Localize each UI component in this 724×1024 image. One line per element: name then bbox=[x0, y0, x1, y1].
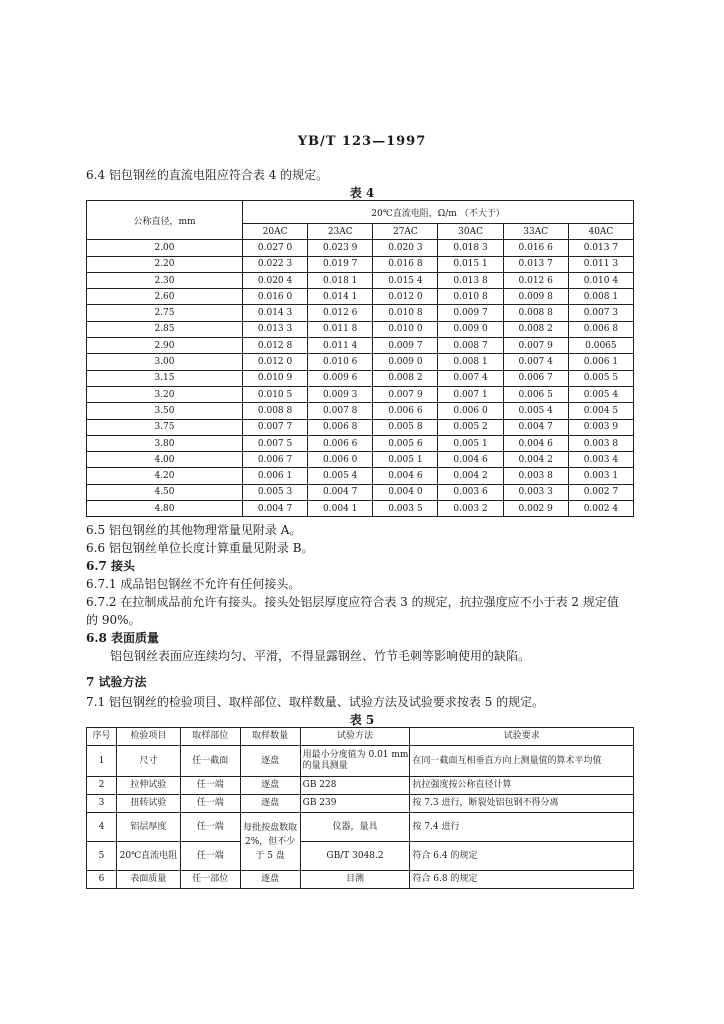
t5-cell: 逐盘 bbox=[240, 871, 300, 889]
resistance-cell: 0.006 0 bbox=[308, 452, 373, 468]
resistance-cell: 0.004 0 bbox=[373, 484, 438, 500]
page-header: YB/T 123—1997 bbox=[297, 134, 427, 149]
t5-cell: 逐盘 bbox=[240, 746, 300, 777]
resistance-cell: 0.018 3 bbox=[438, 240, 503, 256]
resistance-cell: 0.009 0 bbox=[373, 354, 438, 370]
col-diameter-header: 公称直径，mm bbox=[87, 201, 243, 240]
resistance-cell: 0.010 5 bbox=[243, 386, 308, 402]
resistance-cell: 0.009 3 bbox=[308, 386, 373, 402]
resistance-cell: 0.003 8 bbox=[503, 468, 568, 484]
resistance-cell: 0.027 0 bbox=[243, 240, 308, 256]
resistance-cell: 0.004 2 bbox=[503, 452, 568, 468]
t5-cell: 拉伸试验 bbox=[116, 777, 180, 795]
table-row bbox=[87, 354, 634, 370]
resistance-cell: 0.012 6 bbox=[503, 272, 568, 288]
col-header-40ac: 40AC bbox=[568, 224, 633, 240]
resistance-cell: 0.013 8 bbox=[438, 272, 503, 288]
resistance-cell: 0.010 4 bbox=[568, 272, 633, 288]
diameter-cell: 3.20 bbox=[87, 386, 243, 402]
clause-6-5: 6.5 铝包钢丝的其他物理常量见附录 A。 bbox=[86, 523, 302, 537]
resistance-cell: 0.004 1 bbox=[308, 501, 373, 517]
resistance-cell: 0.004 6 bbox=[503, 435, 568, 451]
section-7: 7 试验方法 bbox=[86, 675, 147, 689]
resistance-cell: 0.009 8 bbox=[503, 289, 568, 305]
resistance-cell: 0.008 8 bbox=[503, 305, 568, 321]
t5-header-no: 序号 bbox=[87, 728, 117, 746]
diameter-cell: 2.00 bbox=[87, 240, 243, 256]
clause-7-1: 7.1 铝包钢丝的检验项目、取样部位、取样数量、试验方法及试验要求按表 5 的规定。 bbox=[86, 695, 545, 709]
resistance-cell: 0.006 1 bbox=[243, 468, 308, 484]
resistance-cell: 0.005 4 bbox=[568, 386, 633, 402]
resistance-table bbox=[86, 200, 634, 517]
diameter-cell: 3.00 bbox=[87, 354, 243, 370]
table-row bbox=[87, 289, 634, 305]
resistance-cell: 0.014 1 bbox=[308, 289, 373, 305]
t5-cell: GB/T 3048.2 bbox=[300, 842, 410, 871]
resistance-cell: 0.002 7 bbox=[568, 484, 633, 500]
resistance-cell: 0.009 7 bbox=[373, 338, 438, 354]
resistance-cell: 0.006 6 bbox=[308, 435, 373, 451]
table-row bbox=[87, 484, 634, 500]
resistance-cell: 0.002 4 bbox=[568, 501, 633, 517]
resistance-cell: 0.008 7 bbox=[438, 338, 503, 354]
resistance-cell: 0.006 7 bbox=[503, 370, 568, 386]
resistance-cell: 0.008 1 bbox=[568, 289, 633, 305]
diameter-cell: 3.75 bbox=[87, 419, 243, 435]
t5-cell: GB 239 bbox=[300, 795, 410, 813]
resistance-cell: 0.020 3 bbox=[373, 240, 438, 256]
t5-cell: 表面质量 bbox=[116, 871, 180, 889]
resistance-cell: 0.005 2 bbox=[438, 419, 503, 435]
t5-header-item: 检验项目 bbox=[116, 728, 180, 746]
t5-cell: 任一截面 bbox=[180, 746, 240, 777]
table-row bbox=[87, 403, 634, 419]
clause-6-7-2: 6.7.2 在拉制成品前允许有接头。接头处铝层厚度应符合表 3 的规定，抗拉强度应不小于表 2 规定值 bbox=[86, 595, 619, 609]
t5-cell: 扭转试验 bbox=[116, 795, 180, 813]
resistance-cell: 0.007 7 bbox=[243, 419, 308, 435]
resistance-cell: 0.004 6 bbox=[373, 468, 438, 484]
resistance-cell: 0.007 9 bbox=[503, 338, 568, 354]
resistance-cell: 0.003 8 bbox=[568, 435, 633, 451]
col-header-20ac: 20AC bbox=[243, 224, 308, 240]
t5-cell: 仪器，量具 bbox=[300, 813, 410, 842]
t5-cell-qty-merged: 每批按盘数取 2%，但不少于 5 盘 bbox=[240, 813, 300, 871]
resistance-cell: 0.003 6 bbox=[438, 484, 503, 500]
table-row bbox=[87, 305, 634, 321]
t5-cell: 任一端 bbox=[180, 795, 240, 813]
col-header-33ac: 33AC bbox=[503, 224, 568, 240]
diameter-cell: 2.30 bbox=[87, 272, 243, 288]
t5-cell: 目测 bbox=[300, 871, 410, 889]
t5-cell: 5 bbox=[87, 842, 117, 871]
t5-cell: 按 7.3 进行，断裂处铝包钢不得分离 bbox=[410, 795, 634, 813]
diameter-cell: 2.90 bbox=[87, 338, 243, 354]
resistance-cell: 0.006 1 bbox=[568, 354, 633, 370]
resistance-cell: 0.005 1 bbox=[373, 452, 438, 468]
clause-6-7-1: 6.7.1 成品铝包钢丝不允许有任何接头。 bbox=[86, 577, 301, 591]
resistance-cell: 0.008 8 bbox=[243, 403, 308, 419]
table-row bbox=[87, 501, 634, 517]
resistance-cell: 0.005 1 bbox=[438, 435, 503, 451]
resistance-cell: 0.003 5 bbox=[373, 501, 438, 517]
resistance-cell: 0.007 9 bbox=[373, 386, 438, 402]
table-row bbox=[87, 338, 634, 354]
resistance-cell: 0.002 9 bbox=[503, 501, 568, 517]
table-row bbox=[87, 468, 634, 484]
table-row bbox=[87, 795, 634, 813]
resistance-cell: 0.012 8 bbox=[243, 338, 308, 354]
resistance-cell: 0.009 6 bbox=[308, 370, 373, 386]
table-row bbox=[87, 419, 634, 435]
resistance-cell: 0.016 6 bbox=[503, 240, 568, 256]
t5-cell: 用最小分度值为 0.01 mm 的量具测量 bbox=[300, 746, 410, 777]
resistance-cell: 0.008 1 bbox=[438, 354, 503, 370]
resistance-cell: 0.006 6 bbox=[373, 403, 438, 419]
resistance-cell: 0.016 0 bbox=[243, 289, 308, 305]
diameter-cell: 3.80 bbox=[87, 435, 243, 451]
resistance-cell: 0.006 7 bbox=[243, 452, 308, 468]
resistance-cell: 0.011 4 bbox=[308, 338, 373, 354]
table-row bbox=[87, 452, 634, 468]
resistance-cell: 0.008 2 bbox=[503, 321, 568, 337]
resistance-cell: 0.007 5 bbox=[243, 435, 308, 451]
t5-header-qty: 取样数量 bbox=[240, 728, 300, 746]
t5-cell: 6 bbox=[87, 871, 117, 889]
table5-caption: 表 5 bbox=[349, 713, 375, 727]
resistance-cell: 0.005 3 bbox=[243, 484, 308, 500]
resistance-cell: 0.013 7 bbox=[568, 240, 633, 256]
t5-cell: 符合 6.8 的规定 bbox=[410, 871, 634, 889]
resistance-cell: 0.005 8 bbox=[373, 419, 438, 435]
resistance-cell: 0.009 7 bbox=[438, 305, 503, 321]
resistance-cell: 0.004 6 bbox=[438, 452, 503, 468]
table-row bbox=[87, 777, 634, 795]
resistance-cell: 0.003 1 bbox=[568, 468, 633, 484]
t5-cell: 任一部位 bbox=[180, 871, 240, 889]
t5-cell: 任一端 bbox=[180, 842, 240, 871]
t5-cell: 铝层厚度 bbox=[116, 813, 180, 842]
resistance-cell: 0.006 8 bbox=[568, 321, 633, 337]
resistance-cell: 0.019 7 bbox=[308, 256, 373, 272]
resistance-cell: 0.010 6 bbox=[308, 354, 373, 370]
resistance-cell: 0.004 7 bbox=[503, 419, 568, 435]
col-header-30ac: 30AC bbox=[438, 224, 503, 240]
resistance-cell: 0.007 4 bbox=[438, 370, 503, 386]
t5-cell: 3 bbox=[87, 795, 117, 813]
diameter-cell: 2.85 bbox=[87, 321, 243, 337]
table-row bbox=[87, 272, 634, 288]
resistance-cell: 0.012 0 bbox=[373, 289, 438, 305]
t5-cell: 4 bbox=[87, 813, 117, 842]
diameter-cell: 4.80 bbox=[87, 501, 243, 517]
table-row bbox=[87, 813, 634, 842]
t5-header-method: 试验方法 bbox=[300, 728, 410, 746]
diameter-cell: 3.15 bbox=[87, 370, 243, 386]
resistance-cell: 0.003 3 bbox=[503, 484, 568, 500]
resistance-cell: 0.016 8 bbox=[373, 256, 438, 272]
resistance-cell: 0.005 5 bbox=[568, 370, 633, 386]
resistance-cell: 0.006 0 bbox=[438, 403, 503, 419]
resistance-cell: 0.007 3 bbox=[568, 305, 633, 321]
resistance-cell: 0.004 7 bbox=[243, 501, 308, 517]
resistance-cell: 0.014 3 bbox=[243, 305, 308, 321]
resistance-cell: 0.023 9 bbox=[308, 240, 373, 256]
test-method-table bbox=[86, 727, 634, 889]
resistance-cell: 0.010 8 bbox=[438, 289, 503, 305]
resistance-cell: 0.011 3 bbox=[568, 256, 633, 272]
clause-6-8-body: 铝包钢丝表面应连续均匀、平滑，不得显露钢丝、竹节毛刺等影响使用的缺陷。 bbox=[110, 649, 531, 663]
resistance-cell: 0.010 9 bbox=[243, 370, 308, 386]
resistance-cell: 0.010 8 bbox=[373, 305, 438, 321]
resistance-cell: 0.008 2 bbox=[373, 370, 438, 386]
t5-cell: 任一端 bbox=[180, 777, 240, 795]
resistance-cell: 0.013 3 bbox=[243, 321, 308, 337]
clause-6-7: 6.7 接头 bbox=[86, 559, 136, 573]
table-row bbox=[87, 842, 634, 871]
col-header-27ac: 27AC bbox=[373, 224, 438, 240]
table-row bbox=[87, 370, 634, 386]
t5-cell: 逐盘 bbox=[240, 795, 300, 813]
table-row bbox=[87, 240, 634, 256]
diameter-cell: 2.75 bbox=[87, 305, 243, 321]
t5-cell: 任一端 bbox=[180, 813, 240, 842]
t5-cell: GB 228 bbox=[300, 777, 410, 795]
table-row bbox=[87, 321, 634, 337]
t5-cell: 在同一截面互相垂直方向上测量值的算术平均值 bbox=[410, 746, 634, 777]
resistance-cell: 0.015 1 bbox=[438, 256, 503, 272]
resistance-cell: 0.007 4 bbox=[503, 354, 568, 370]
t5-cell: 符合 6.4 的规定 bbox=[410, 842, 634, 871]
table4-caption: 表 4 bbox=[349, 186, 375, 200]
resistance-cell: 0.006 8 bbox=[308, 419, 373, 435]
t5-cell: 1 bbox=[87, 746, 117, 777]
resistance-cell: 0.020 4 bbox=[243, 272, 308, 288]
resistance-cell: 0.0065 bbox=[568, 338, 633, 354]
resistance-cell: 0.011 8 bbox=[308, 321, 373, 337]
resistance-cell: 0.004 2 bbox=[438, 468, 503, 484]
t5-cell: 逐盘 bbox=[240, 777, 300, 795]
resistance-cell: 0.012 0 bbox=[243, 354, 308, 370]
resistance-cell: 0.005 4 bbox=[308, 468, 373, 484]
resistance-cell: 0.022 3 bbox=[243, 256, 308, 272]
diameter-cell: 2.20 bbox=[87, 256, 243, 272]
resistance-cell: 0.003 9 bbox=[568, 419, 633, 435]
clause-6-8: 6.8 表面质量 bbox=[86, 631, 160, 645]
t5-cell: 抗拉强度按公称直径计算 bbox=[410, 777, 634, 795]
t5-cell: 尺寸 bbox=[116, 746, 180, 777]
resistance-cell: 0.010 0 bbox=[373, 321, 438, 337]
table-row bbox=[87, 871, 634, 889]
resistance-cell: 0.018 1 bbox=[308, 272, 373, 288]
diameter-cell: 4.50 bbox=[87, 484, 243, 500]
resistance-cell: 0.007 8 bbox=[308, 403, 373, 419]
resistance-cell: 0.006 5 bbox=[503, 386, 568, 402]
clause-6-7-2-cont: 的 90%。 bbox=[86, 613, 141, 627]
resistance-group-header: 20℃直流电阻，Ω/m （不大于） bbox=[243, 201, 634, 224]
t5-header-req: 试验要求 bbox=[410, 728, 634, 746]
t5-cell: 2 bbox=[87, 777, 117, 795]
resistance-cell: 0.004 7 bbox=[308, 484, 373, 500]
resistance-cell: 0.005 6 bbox=[373, 435, 438, 451]
resistance-cell: 0.012 6 bbox=[308, 305, 373, 321]
diameter-cell: 4.00 bbox=[87, 452, 243, 468]
resistance-cell: 0.003 2 bbox=[438, 501, 503, 517]
resistance-cell: 0.009 0 bbox=[438, 321, 503, 337]
table-row bbox=[87, 386, 634, 402]
resistance-cell: 0.013 7 bbox=[503, 256, 568, 272]
resistance-cell: 0.005 4 bbox=[503, 403, 568, 419]
table-row bbox=[87, 435, 634, 451]
table-row bbox=[87, 746, 634, 777]
clause-6-6: 6.6 铝包钢丝单位长度计算重量见附录 B。 bbox=[86, 541, 314, 555]
t5-cell: 20℃直流电阻 bbox=[116, 842, 180, 871]
resistance-cell: 0.003 4 bbox=[568, 452, 633, 468]
resistance-cell: 0.007 1 bbox=[438, 386, 503, 402]
diameter-cell: 4.20 bbox=[87, 468, 243, 484]
diameter-cell: 3.50 bbox=[87, 403, 243, 419]
resistance-cell: 0.015 4 bbox=[373, 272, 438, 288]
t5-header-part: 取样部位 bbox=[180, 728, 240, 746]
resistance-cell: 0.004 5 bbox=[568, 403, 633, 419]
table-row bbox=[87, 256, 634, 272]
clause-6-4: 6.4 铝包钢丝的直流电阻应符合表 4 的规定。 bbox=[86, 168, 329, 182]
t5-cell: 按 7.4 进行 bbox=[410, 813, 634, 842]
col-header-23ac: 23AC bbox=[308, 224, 373, 240]
diameter-cell: 2.60 bbox=[87, 289, 243, 305]
